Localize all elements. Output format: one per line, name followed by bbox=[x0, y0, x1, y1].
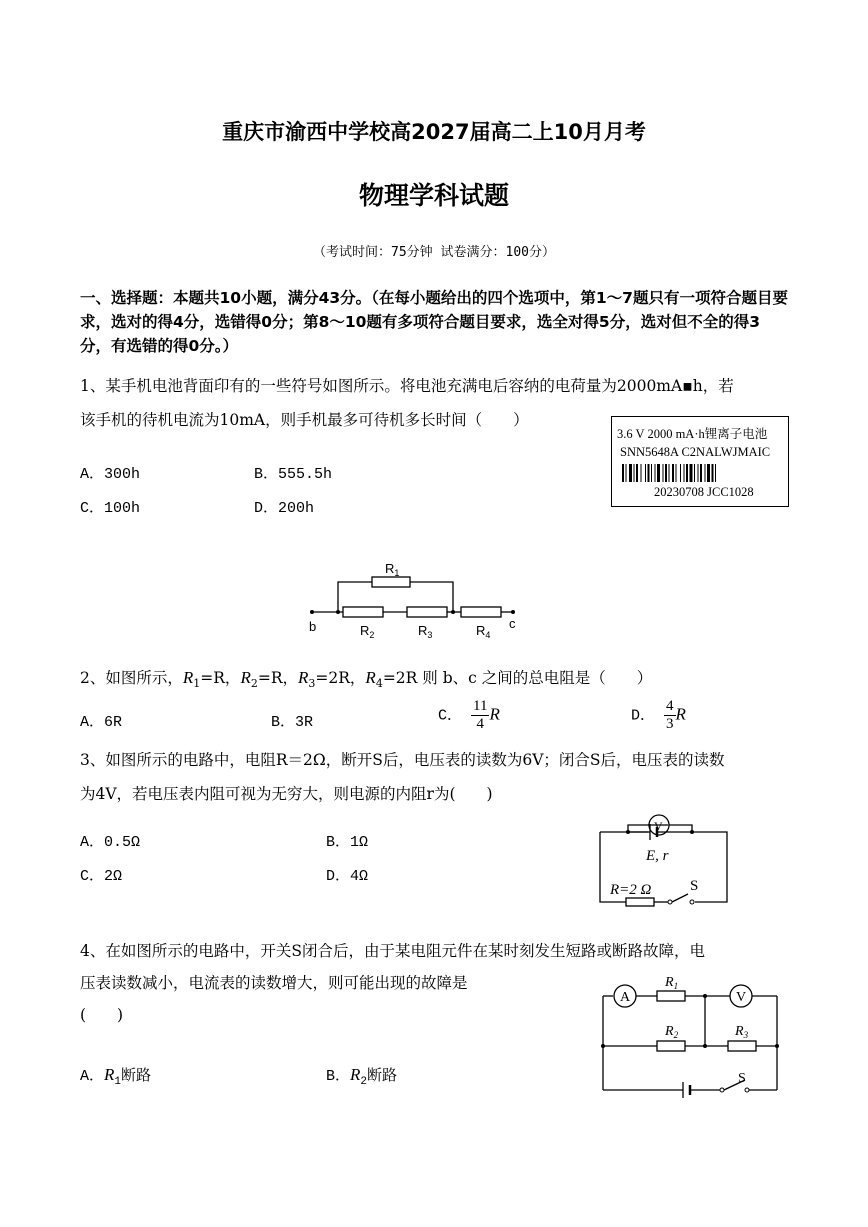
r4-label: $R_4$ bbox=[476, 623, 491, 640]
q4-line3: ( ) bbox=[80, 1006, 124, 1024]
q2-stem: 2、如图所示，$R_1=R$，$R_2=R$，$R_3=2R$，$R_4=2R$ 则 b、c 之间的总电阻是（ ） bbox=[80, 668, 653, 691]
battery-label-line1: 3.6 V 2000 mA·h锂离子电池 bbox=[617, 427, 768, 441]
source-label: E, r bbox=[646, 848, 669, 864]
q2-option-d: D． $\frac{4}{3}$ R bbox=[631, 698, 686, 732]
q3-line1: 3、如图所示的电路中，电阻R＝2Ω，断开S后，电压表的读数为6V；闭合S后，电压表的读数 bbox=[80, 751, 725, 769]
q1-option-b: B．555.5h bbox=[254, 466, 333, 483]
q3-option-c: C．2Ω bbox=[80, 868, 123, 885]
node-b-label: b bbox=[309, 619, 317, 634]
exam-title: 重庆市渝西中学校高2027届高二上10月月考 bbox=[222, 120, 646, 144]
subject-title: 物理学科试题 bbox=[358, 181, 509, 210]
q4-circuit-diagram bbox=[595, 970, 785, 1100]
q3-option-d: D．4Ω bbox=[326, 868, 369, 885]
switch-label: S bbox=[738, 1071, 746, 1086]
q1-option-c: C．100h bbox=[80, 500, 141, 517]
q4-line2: 压表读数减小，电流表的读数增大，则可能出现的故障是 bbox=[80, 974, 468, 992]
r1-label: $R_1$ bbox=[385, 561, 400, 578]
voltmeter-label: V bbox=[654, 819, 663, 833]
r3-label: $R_3$ bbox=[418, 623, 433, 640]
resistor-label: R=2 Ω bbox=[610, 882, 652, 898]
node-c-label: c bbox=[509, 616, 516, 631]
q3-option-a: A．0.5Ω bbox=[80, 834, 141, 851]
q2-option-b: B．3R bbox=[271, 714, 314, 731]
q4-option-b: B．$R_2$断路 bbox=[326, 1065, 398, 1088]
q3-option-b: B．1Ω bbox=[326, 834, 369, 851]
q2-option-a: A．6R bbox=[80, 714, 123, 731]
section-heading: 一、选择题：本题共10小题，满分43分。（在每小题给出的四个选项中，第1～7题只有一项符合题目要求，选对的得4分，选错得0分；第8～10题有多项符合题目要求，选全对得5分，选对但不全的得3分，有选错的得0分。） bbox=[80, 289, 788, 355]
q1-line1: 1、某手机电池背面印有的一些符号如图所示。将电池充满电后容纳的电荷量为2000mA▪h，若 bbox=[80, 377, 734, 395]
r2-label: $R_2$ bbox=[360, 623, 375, 640]
q4-option-a: A．$R_1$断路 bbox=[80, 1065, 152, 1088]
q3-circuit-diagram bbox=[590, 812, 740, 912]
q3-line2: 为4V，若电压表内阻可视为无穷大，则电源的内阻r为( ) bbox=[80, 785, 493, 803]
battery-label-line3: 20230708 JCC1028 bbox=[654, 485, 754, 499]
q2-circuit-diagram bbox=[300, 555, 530, 645]
q4-line1: 4、在如图所示的电路中，开关S闭合后，由于某电阻元件在某时刻发生短路或断路故障，电 bbox=[80, 942, 705, 960]
exam-info: （考试时间：75分钟 试卷满分：100分） bbox=[313, 245, 555, 260]
q1-line2: 该手机的待机电流为10mA，则手机最多可待机多长时间（ ） bbox=[80, 411, 529, 429]
q1-option-d: D．200h bbox=[254, 500, 315, 517]
switch-label: S bbox=[690, 878, 699, 894]
q1-option-a: A．300h bbox=[80, 466, 141, 483]
r3-label: $R_3$ bbox=[735, 1024, 749, 1040]
barcode bbox=[622, 464, 780, 482]
battery-label-line2: SNN5648A C2NALWJMAIC bbox=[620, 445, 771, 459]
ammeter-label: A bbox=[620, 990, 631, 1005]
q2-option-c: C． $\frac{11}{4}$ R bbox=[438, 698, 500, 732]
battery-label bbox=[611, 416, 789, 507]
voltmeter-label: V bbox=[736, 990, 747, 1005]
r1-label: $R_1$ bbox=[665, 975, 679, 991]
r2-label: $R_2$ bbox=[665, 1024, 679, 1040]
